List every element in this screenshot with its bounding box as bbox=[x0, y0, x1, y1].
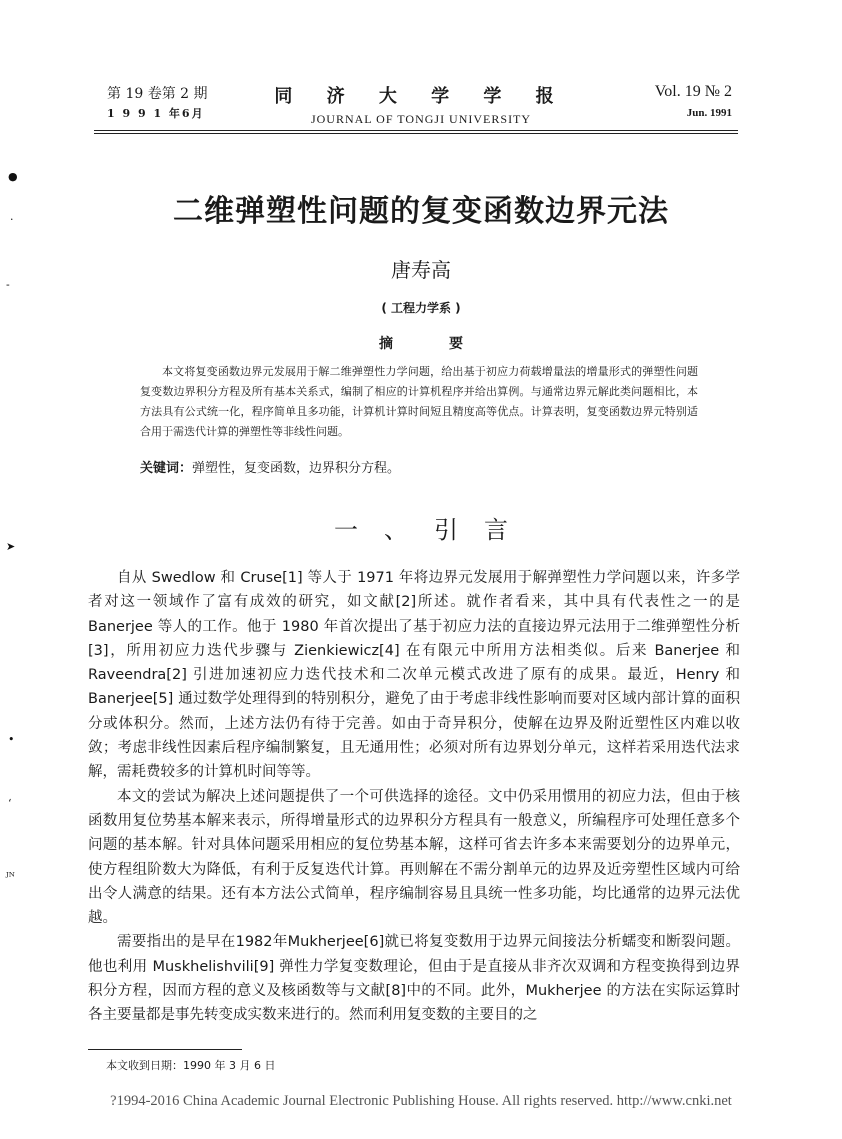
journal-name-en: JOURNAL OF TONGJI UNIVERSITY bbox=[310, 112, 532, 126]
footnote-rule bbox=[88, 1049, 242, 1050]
header-rule-top bbox=[94, 130, 738, 131]
volume-issue-en: Vol. 19 № 2 bbox=[654, 83, 732, 100]
header-right bbox=[655, 83, 732, 119]
keywords bbox=[140, 457, 400, 476]
affiliation: ( 工程力学系 ) bbox=[381, 301, 461, 315]
paragraph: 自从 Swedlow 和 Cruse[1] 等人于 1971 年将边界元发展用于解弹塑性力学问题以来，许多学者对这一领域作了富有成效的研究，如文献[2]所述。就作者看来，其中具有代表性之一的是 Banerjee 等人的工作。他于 1980 年首次提出了基于初应力法的直接边界元法用于二维弹塑性分析[3]，所用初应力迭代步骤与 Zienkiewicz[4] 在有限元中所用方法相类似。后来 Banerjee 和 Raveendra[2] 引进加速初应力迭代技术和二次单元模式改进了原有的成果。最近，Henry 和 Banerjee[5] 通过数学处理得到的特别积分，避免了由于考虑非线性影响而要对区域内部计算的面积分或体积分。然而，上述方法仍有待于完善。如由于奇异积分，使解在边界及附近塑性区内难以收敛；考虑非线性因素后程序编制繁复，且无通用性；必须对所有边界划分单元，这样若采用迭代法求解，需耗费较多的计算机时间等等。 bbox=[88, 570, 740, 781]
footnote: 本文收到日期：1990 年 3 月 6 日 bbox=[106, 1059, 276, 1072]
paragraph: 本文的尝试为解决上述问题提供了一个可供选择的途径。文中仍采用惯用的初应力法，但由于核函数用复位势基本解来表示，所得增量形式的边界积分方程具有一般意义，所编程序可处理任意多个问题的基本解。针对具体问题采用相应的复位势基本解，这样可省去许多本来需要划分的边界单元，使方程组阶数大为降低，有利于反复迭代计算。再则解在不需分割单元的边界及近旁塑性区域内可给出令人满意的结果。还有本方法公式简单，程序编制容易且具统一性多功能，均比通常的边界元法优越。 bbox=[88, 788, 740, 927]
author-name: 唐寿高 bbox=[391, 258, 451, 282]
scan-mark: · bbox=[10, 213, 14, 226]
keywords-text: 弹塑性，复变函数，边界积分方程。 bbox=[192, 461, 401, 476]
scan-mark: ᴶᴺ bbox=[6, 870, 15, 883]
body-text bbox=[88, 566, 740, 1028]
journal-name-cn: 同 济 大 学 学 报 bbox=[274, 86, 568, 107]
abstract-heading: 摘要 bbox=[379, 336, 519, 352]
scan-mark: • bbox=[8, 733, 15, 746]
abstract-text: 本文将复变函数边界元发展用于解二维弹塑性力学问题，给出基于初应力荷载增量法的增量形式的弹塑性问题复变数边界积分方程及所有基本关系式，编制了相应的计算机程序并给出算例。与通常边界元解此类问题相比，本方法具有公式统一化，程序简单且多功能，计算机计算时间短且精度高等优点。计算表明，复变函数边界元特别适合用于需迭代计算的弹塑性等非线性问题。 bbox=[140, 365, 698, 438]
scan-mark: ➤ bbox=[6, 540, 16, 553]
section-heading: 一、引言 bbox=[334, 516, 534, 544]
copyright-notice: ?1994-2016 China Academic Journal Electronic Publishing House. All rights reserved. http://www.cnki.net bbox=[110, 1093, 732, 1109]
paper-title: 二维弹塑性问题的复变函数边界元法 bbox=[173, 194, 669, 229]
volume-issue-cn: 第 19 卷第 2 期 bbox=[107, 86, 208, 102]
header-rule-bottom bbox=[94, 133, 738, 134]
date-cn: 1 9 9 1 年6月 bbox=[107, 107, 205, 120]
scan-mark: ● bbox=[8, 170, 18, 183]
paragraph: 需要指出的是早在1982年Mukherjee[6]就已将复变数用于边界元间接法分析蠕变和断裂问题。他也利用 Muskhelishvili[9] 弹性力学复变数理论，但由于是直接从非齐次双调和方程变换得到边界积分方程，因而方程的意义及核函数等与文献[8]中的不同。此外，Mukherjee 的方法在实际运算时各主要量都是事先转变成实数来进行的。然而利用复变数的主要目的之 bbox=[88, 934, 740, 1024]
scan-mark: ‘ bbox=[8, 797, 12, 810]
date-en: Jun. 1991 bbox=[686, 107, 732, 119]
scan-mark: - bbox=[6, 278, 10, 291]
keywords-label: 关键词： bbox=[140, 461, 193, 476]
